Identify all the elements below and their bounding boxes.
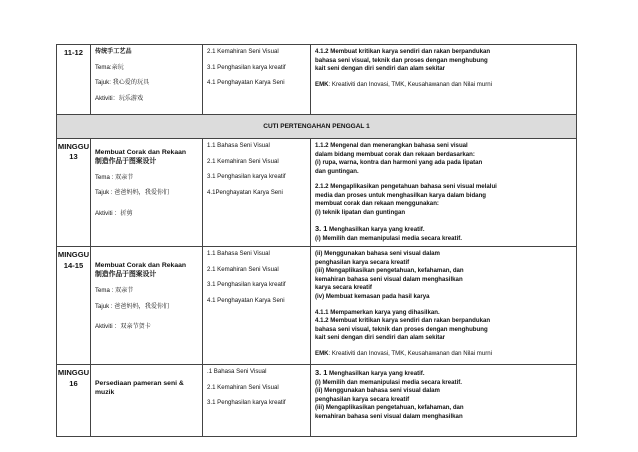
holiday-banner: CUTI PERTENGAHAN PENGGAL 1 bbox=[57, 115, 577, 139]
week-number: 11-12 bbox=[63, 48, 83, 57]
emk-label: EMK bbox=[315, 349, 329, 357]
tema-text: Tema : 双亲节 bbox=[95, 173, 134, 181]
sp-line: (i) Memilih dan memanipulasi media secara kreatif. bbox=[315, 378, 462, 386]
table-row bbox=[57, 45, 577, 115]
sp-line: kemahiran bahasa seni visual dalam menghasilkan bbox=[315, 275, 463, 283]
topic-title: muzik bbox=[95, 389, 115, 397]
standard-pembelajaran-cell bbox=[311, 45, 577, 115]
sp-line: (iv) Membuat kemasan pada hasil karya bbox=[315, 292, 430, 300]
sp-line: kait seni dengan diri sendiri dan alam sekitar bbox=[315, 334, 446, 342]
week-label: MINGGU bbox=[57, 142, 90, 151]
sp-line: (iii) Mengaplikasikan pengetahuan, kefahaman, dan bbox=[315, 404, 464, 412]
sp-line: 1.1.2 Mengenal dan menerangkan bahasa seni visual bbox=[315, 142, 468, 149]
sk-item: 2.1 Kemahiran Seni Visual bbox=[207, 265, 279, 273]
sk-item: 3.1 Penghasilan karya kreatif bbox=[207, 173, 286, 181]
sk-item: 3.1 Penghasilan karya kreatif bbox=[207, 63, 286, 71]
topic-title: Membuat Corak dan Rekaan bbox=[95, 149, 187, 156]
sp-line: 4.1.2 Membuat kritikan karya sendiri dan rakan berpandukan bbox=[315, 317, 491, 325]
standard-pembelajaran-cell bbox=[311, 139, 577, 247]
sp-line: penghasilan karya secara kreatif bbox=[315, 395, 410, 403]
sp-line: 4.1.2 Membuat kritikan karya sendiri dan rakan berpandukan bbox=[315, 48, 491, 55]
sk-item: 4.1Penghayatan Karya Seni bbox=[207, 188, 283, 196]
sp-number: 3. 1 bbox=[315, 224, 328, 234]
sk-item: 2.1 Kemahiran Seni Visual bbox=[207, 383, 279, 391]
tema-text: Tema:亲玩 bbox=[95, 63, 124, 71]
standard-kandungan-cell bbox=[203, 247, 311, 365]
sk-item: .1 Bahasa Seni Visual bbox=[207, 368, 267, 376]
sp-line: kait seni dengan diri sendiri dan alam sekitar bbox=[315, 65, 446, 73]
sk-item: 4.1 Penghayatan Karya Seni bbox=[207, 79, 285, 87]
sp-line: (i) rupa, warna, kontra dan harmoni yang ada pada lipatan bbox=[315, 159, 483, 167]
emk-text: : Kreativiti dan Inovasi, TMK, Keusahawanan dan Nilai murni bbox=[328, 349, 493, 357]
sk-item: 1.1 Bahasa Seni Visual bbox=[207, 250, 270, 258]
topic-cell bbox=[91, 247, 203, 365]
sp-number: 3. 1 bbox=[315, 368, 328, 378]
sk-item: 4.1 Penghayatan Karya Seni bbox=[207, 296, 285, 304]
sp-line: bahasa seni visual, teknik dan proses dengan menghubung bbox=[315, 56, 488, 64]
sp-text: Menghasilkan karya yang kreatif. bbox=[327, 226, 425, 234]
week-number: 16 bbox=[69, 378, 78, 388]
topic-cell bbox=[91, 365, 203, 437]
standard-kandungan-cell bbox=[203, 365, 311, 437]
sp-line: penghasilan karya secara kreatif bbox=[315, 258, 410, 266]
sp-line: 2.1.2 Mengaplikasikan pengetahuan bahasa seni visual melalui bbox=[315, 183, 497, 191]
sp-line: (i) Memilih dan memanipulasi media secara kreatif. bbox=[315, 234, 462, 242]
sp-heading bbox=[315, 368, 572, 379]
sp-line: karya secara kreatif bbox=[315, 284, 372, 292]
emk-line bbox=[315, 81, 572, 90]
topic-title-zh: 制造作品于图案设计 bbox=[95, 271, 157, 279]
week-label: MINGGU bbox=[57, 250, 90, 260]
week-label: MINGGU bbox=[57, 368, 90, 378]
tajuk-text: Tajuk : 爸爸妈妈，我爱你们 bbox=[95, 302, 170, 310]
topic-cell bbox=[91, 139, 203, 247]
week-cell bbox=[57, 45, 91, 115]
sp-line: bahasa seni visual, teknik dan proses dengan menghubung bbox=[315, 325, 488, 333]
week-cell bbox=[57, 139, 91, 247]
sp-line: media dan proses untuk menghasilkan karya dalam bidang bbox=[315, 191, 487, 199]
aktiviti-text: Aktiviti：玩乐游戏 bbox=[95, 94, 144, 102]
sp-line: 4.1.1 Mempamerkan karya yang dihasilkan. bbox=[315, 308, 440, 316]
sp-line: (i) teknik lipatan dan guntingan bbox=[315, 208, 406, 216]
sk-item: 2.1 Kemahiran Seni Visual bbox=[207, 157, 279, 165]
lesson-plan-table bbox=[56, 44, 577, 437]
standard-kandungan-cell bbox=[203, 139, 311, 247]
sp-text: Menghasilkan karya yang kreatif. bbox=[327, 370, 425, 378]
topic-title: Persediaan pameran seni & bbox=[95, 380, 184, 388]
sp-heading bbox=[315, 224, 572, 235]
topic-title-zh: 制造作品于图案设计 bbox=[95, 157, 157, 165]
emk-label: EMK bbox=[315, 80, 329, 88]
sp-line: (ii) Menggunakan bahasa seni visual dalam bbox=[315, 250, 440, 258]
sp-line: dalam bidang membuat corak dan rekaan berdasarkan: bbox=[315, 150, 475, 158]
table-row bbox=[57, 365, 577, 437]
sp-line: (ii) Menggunakan bahasa seni visual dalam bbox=[315, 387, 440, 395]
topic-cell bbox=[91, 45, 203, 115]
week-cell bbox=[57, 365, 91, 437]
table-row bbox=[57, 115, 577, 139]
sp-line: kemahiran bahasa seni visual dalam menghasilkan bbox=[315, 412, 463, 420]
sp-line: membuat corak dan rekaan menggunakan: bbox=[315, 200, 439, 208]
emk-text: : Kreativiti dan Inovasi, TMK, Keusahawanan dan Nilai murni bbox=[328, 80, 493, 88]
tema-text: Tema : 双亲节 bbox=[95, 286, 134, 294]
table-row bbox=[57, 247, 577, 365]
sk-item: 2.1 Kemahiran Seni Visual bbox=[207, 48, 279, 55]
standard-kandungan-cell bbox=[203, 45, 311, 115]
week-number: 13 bbox=[69, 152, 78, 162]
topic-title: 传统手工艺品 bbox=[95, 48, 132, 55]
week-cell bbox=[57, 247, 91, 365]
standard-pembelajaran-cell bbox=[311, 247, 577, 365]
table-row bbox=[57, 139, 577, 247]
sk-item: 3.1 Penghasilan karya kreatif bbox=[207, 281, 286, 289]
sp-line: dan guntingan. bbox=[315, 167, 359, 175]
standard-pembelajaran-cell bbox=[311, 365, 577, 437]
tajuk-text: Tajuk: 我心爱的玩具 bbox=[95, 79, 150, 87]
aktiviti-text: Aktiviti ：双亲节贺卡 bbox=[95, 323, 151, 331]
sk-item: 3.1 Penghasilan karya kreatif bbox=[207, 399, 286, 407]
tajuk-text: Tajuk : 爸爸妈妈，我爱你们 bbox=[95, 189, 170, 197]
sp-line: (iii) Mengaplikasikan pengetahuan, kefahaman, dan bbox=[315, 267, 464, 275]
topic-title: Membuat Corak dan Rekaan bbox=[95, 262, 187, 270]
aktiviti-text: Aktiviti ：折剪 bbox=[95, 209, 133, 217]
week-number: 14-15 bbox=[63, 260, 84, 270]
emk-line bbox=[315, 350, 572, 359]
sk-item: 1.1 Bahasa Seni Visual bbox=[207, 142, 270, 149]
